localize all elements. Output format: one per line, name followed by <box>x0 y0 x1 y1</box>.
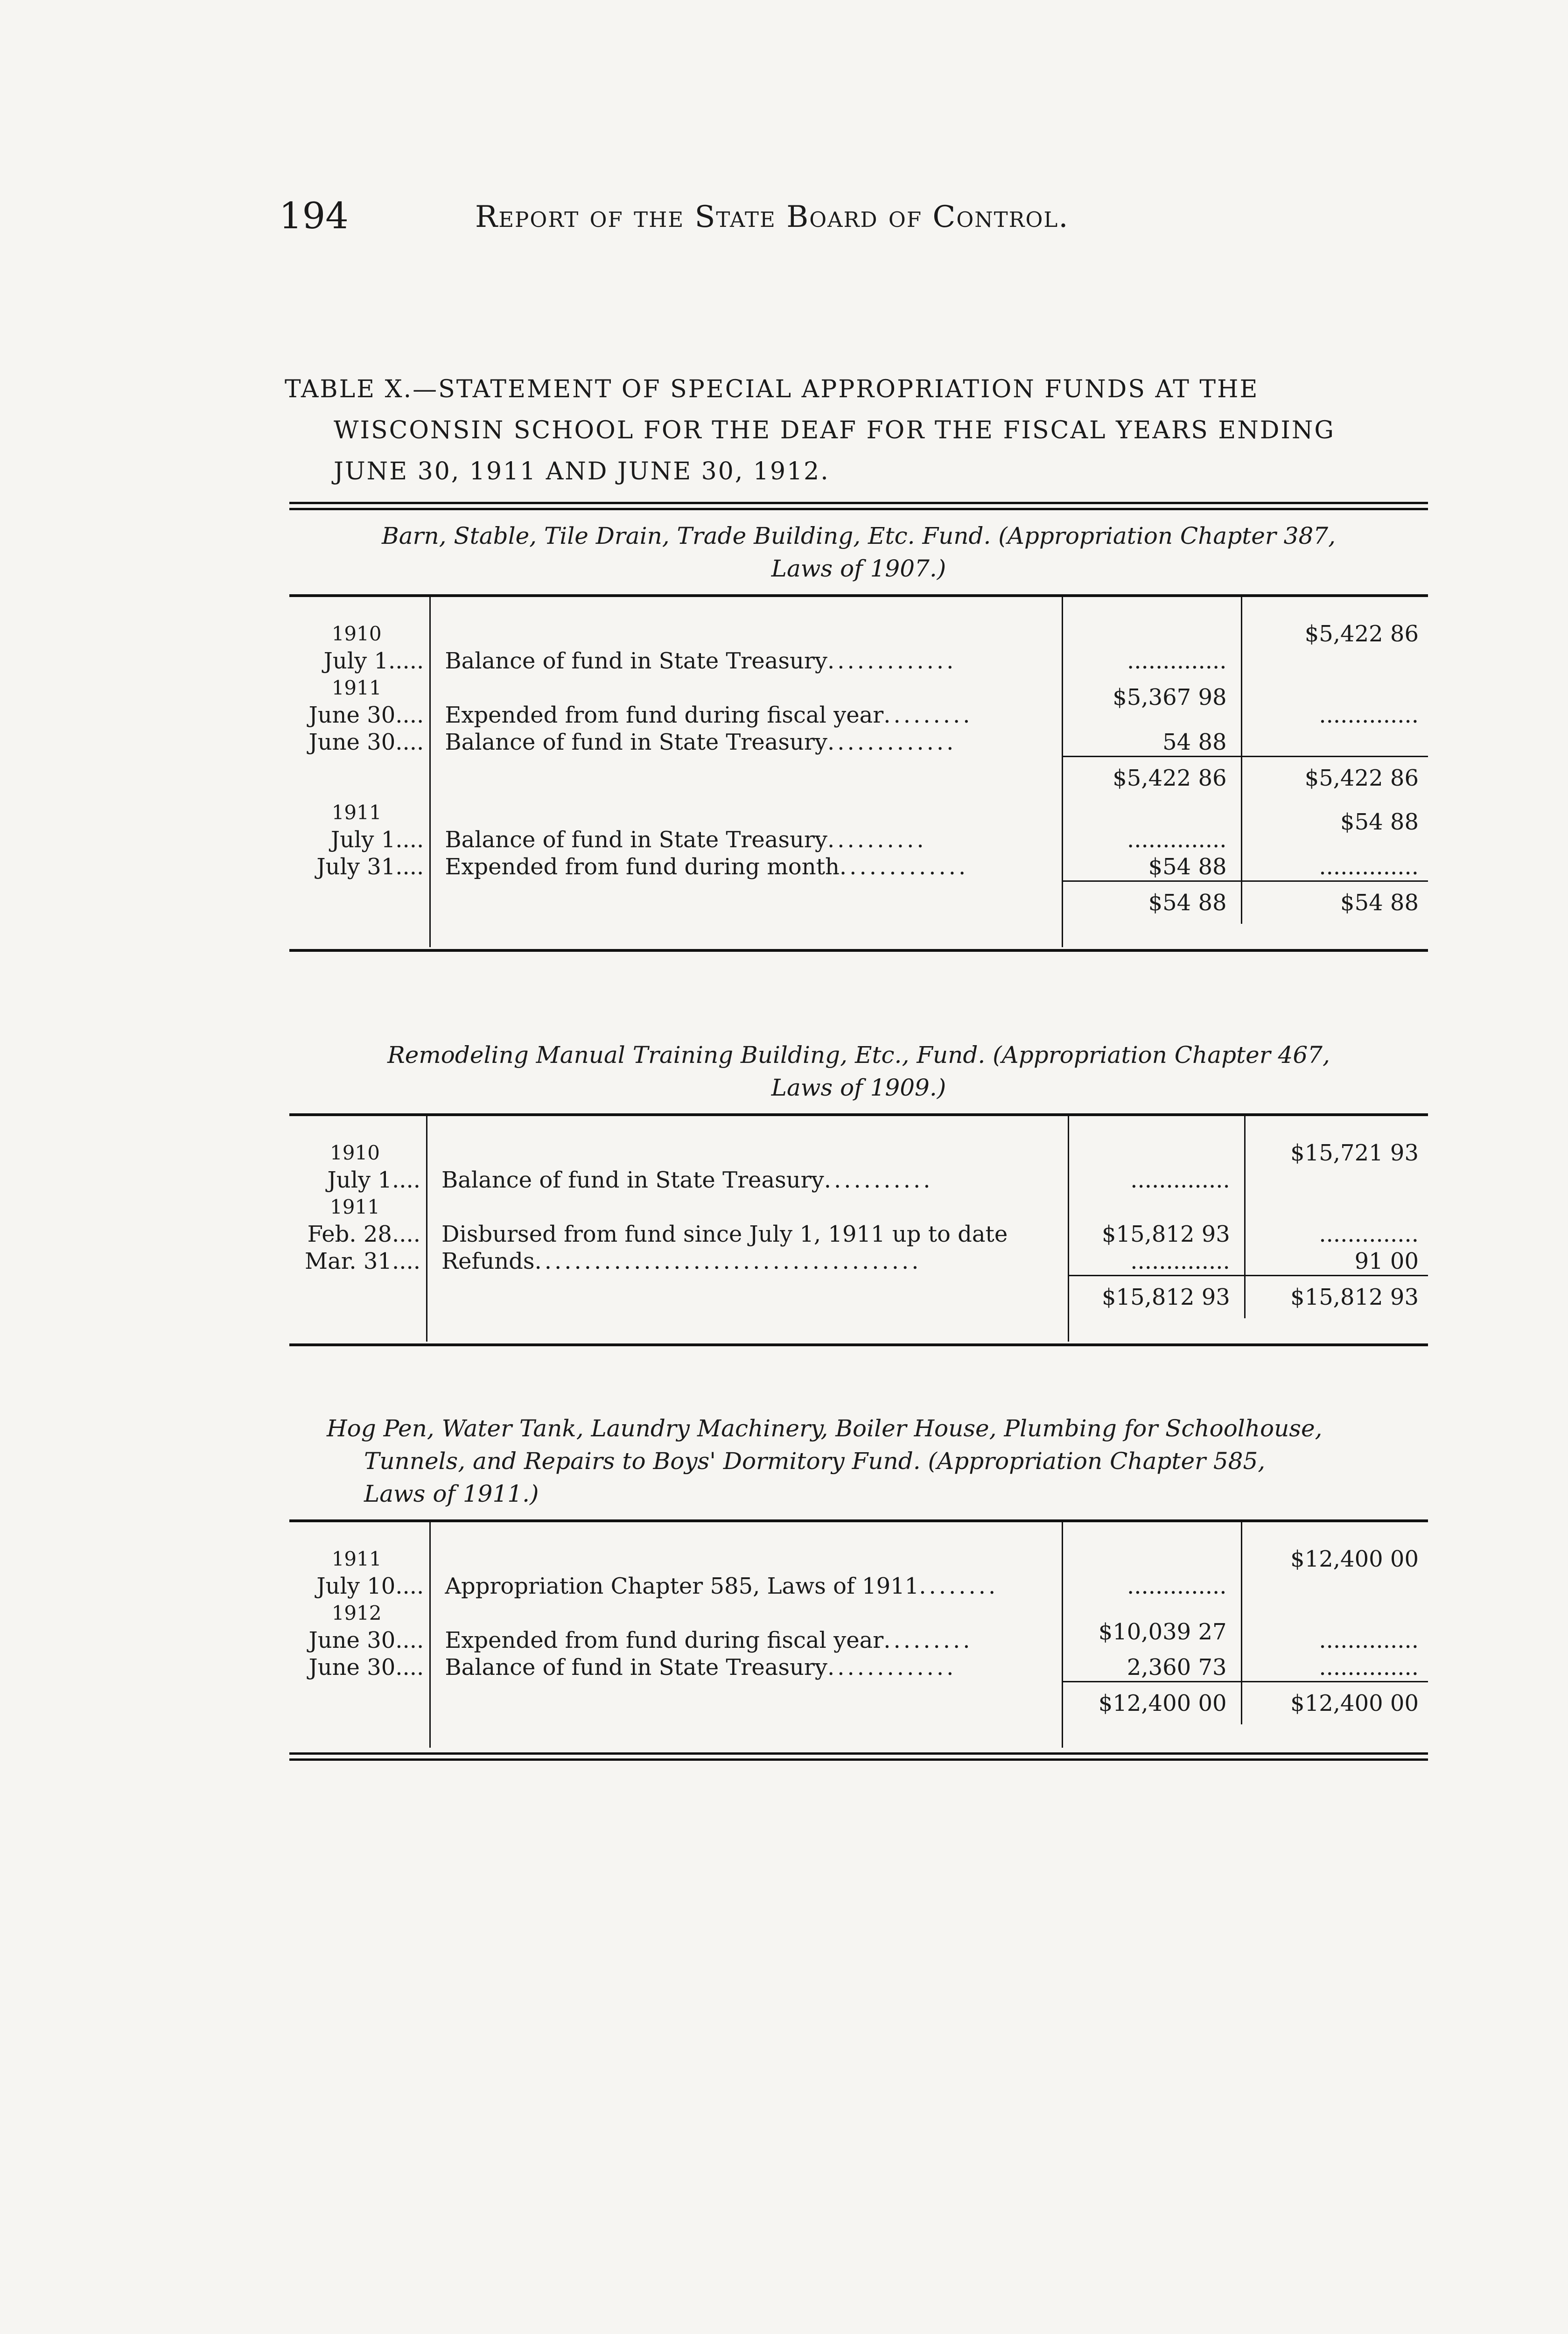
table-row: July 31.... Expended from fund during month............. $54 88 .............. <box>289 853 1428 881</box>
table-row: 1911 July 10.... Appropriation Chapter 585, Laws of 1911........ .............. $12,400 00 <box>289 1546 1428 1600</box>
amount-2: 91 00 <box>1354 1248 1419 1274</box>
amount-2: .............. <box>1319 702 1419 728</box>
amount-2: $12,400 00 <box>1290 1546 1419 1572</box>
date: July 1..... <box>323 648 424 674</box>
total-1: $5,422 86 <box>1113 765 1227 791</box>
fund-heading-line-3: Laws of 1911.) <box>364 1480 539 1507</box>
amount-1: .............. <box>1130 1248 1230 1274</box>
ledger-table <box>289 1116 1428 1342</box>
date: June 30.... <box>308 702 424 728</box>
table-caption <box>285 369 1414 492</box>
table-row: June 30.... Balance of fund in State Treasury............. 2,360 73 .............. <box>289 1654 1428 1682</box>
fund-hog-pen-water-tank <box>289 1403 1428 1761</box>
table-row: 1911 July 1.... Balance of fund in State Treasury.......... .............. $54 88 <box>289 799 1428 853</box>
date: July 1.... <box>330 827 424 853</box>
year: 1910 <box>330 1141 380 1164</box>
fund-heading <box>289 510 1428 594</box>
date: July 10.... <box>316 1573 424 1599</box>
table-row: 1910 July 1.... Balance of fund in State Treasury........... .............. $15,721 93 <box>289 1139 1428 1194</box>
description: Appropriation Chapter 585, Laws of 1911 <box>445 1573 919 1599</box>
ledger-table <box>289 597 1428 947</box>
total-row <box>289 1276 1428 1319</box>
total-2: $5,422 86 <box>1304 765 1419 791</box>
total-2: $15,812 93 <box>1290 1284 1419 1310</box>
amount-2: .............. <box>1319 854 1419 880</box>
description: Refunds <box>441 1248 535 1274</box>
table-row: 1911 June 30.... Expended from fund during fiscal year......... $5,367 98 .............. <box>289 675 1428 729</box>
amount-1: .............. <box>1127 827 1227 853</box>
fund-heading-line-1: Barn, Stable, Tile Drain, Trade Building, Etc. Fund. (Appropriation Chapter 387, <box>381 522 1336 549</box>
date: June 30.... <box>308 1654 424 1680</box>
description: Balance of fund in State Treasury <box>445 729 827 755</box>
caption-line-1: TABLE X.—STATEMENT OF SPECIAL APPROPRIATION FUNDS AT THE <box>285 375 1259 403</box>
year: 1911 <box>330 1195 380 1218</box>
table-row: 1912 June 30.... Expended from fund during fiscal year......... $10,039 27 .............. <box>289 1600 1428 1654</box>
total-row <box>289 1682 1428 1725</box>
amount-1: .............. <box>1127 1573 1227 1599</box>
amount-1: $5,367 98 <box>1113 684 1227 710</box>
fund-barn-stable <box>289 502 1428 952</box>
description: Balance of fund in State Treasury <box>445 1654 827 1680</box>
caption-line-3: JUNE 30, 1911 AND JUNE 30, 1912. <box>334 457 830 485</box>
amount-2: $5,422 86 <box>1304 621 1419 647</box>
amount-2: .............. <box>1319 1627 1419 1653</box>
date: July 31.... <box>316 854 424 880</box>
fund-heading-line-2: Tunnels, and Repairs to Boys' Dormitory Fund. (Appropriation Chapter 585, <box>364 1448 1266 1475</box>
amount-1: $54 88 <box>1148 854 1227 880</box>
year: 1911 <box>331 1547 382 1570</box>
table-row: Mar. 31.... Refunds....................................... .............. 91 00 <box>289 1248 1428 1276</box>
fund-heading <box>289 1403 1428 1519</box>
total-1: $15,812 93 <box>1101 1284 1230 1310</box>
table-row <box>289 1194 1428 1248</box>
amount-1: .............. <box>1130 1167 1230 1193</box>
date: June 30.... <box>308 1627 424 1653</box>
total-1: $54 88 <box>1148 890 1227 916</box>
amount-2: $15,721 93 <box>1290 1140 1419 1166</box>
description: Balance of fund in State Treasury <box>441 1167 824 1193</box>
date: June 30.... <box>308 729 424 755</box>
amount-2: .............. <box>1319 1221 1419 1247</box>
double-rule <box>289 502 1428 510</box>
amount-2: $54 88 <box>1340 809 1419 835</box>
total-2: $54 88 <box>1340 890 1419 916</box>
fund-remodeling-manual-training <box>289 1029 1428 1346</box>
fund-heading-line-1: Hog Pen, Water Tank, Laundry Machinery, Boiler House, Plumbing for Schoolhouse, <box>327 1415 1323 1442</box>
total-2: $12,400 00 <box>1290 1690 1419 1716</box>
date: Mar. 31.... <box>304 1248 420 1274</box>
ledger-table <box>289 1522 1428 1748</box>
fund-heading-line-2: Laws of 1909.) <box>771 1074 946 1101</box>
amount-1: $15,812 93 <box>1101 1221 1230 1247</box>
amount-1: .............. <box>1127 648 1227 674</box>
rule <box>289 1343 1428 1346</box>
description: Disbursed from fund since July 1, 1911 up to date <box>441 1221 1008 1247</box>
running-title: Report of the State Board of Control. <box>475 200 1069 234</box>
total-row <box>289 881 1428 924</box>
description: Expended from fund during fiscal year <box>445 702 884 728</box>
date: July 1.... <box>327 1167 420 1193</box>
fund-heading <box>289 1029 1428 1113</box>
description: Expended from fund during month <box>445 854 840 880</box>
year: 1912 <box>331 1602 382 1624</box>
description: Balance of fund in State Treasury <box>445 827 827 853</box>
fund-heading-line-2: Laws of 1907.) <box>771 555 946 582</box>
table-row: June 30.... Balance of fund in State Treasury............. 54 88 <box>289 729 1428 757</box>
fund-heading-line-1: Remodeling Manual Training Building, Etc., Fund. (Appropriation Chapter 467, <box>387 1041 1330 1069</box>
page-number: 194 <box>279 195 349 237</box>
year: 1911 <box>331 801 382 824</box>
date: Feb. 28.... <box>307 1221 420 1247</box>
year: 1911 <box>331 676 382 699</box>
table-row: 1910 July 1..... Balance of fund in State Treasury............. .............. $5,422 86 <box>289 620 1428 675</box>
description: Balance of fund in State Treasury <box>445 648 827 674</box>
amount-2: .............. <box>1319 1654 1419 1680</box>
amount-1: $10,039 27 <box>1098 1619 1227 1645</box>
amount-1: 54 88 <box>1162 729 1227 755</box>
double-rule <box>289 1752 1428 1761</box>
amount-1: 2,360 73 <box>1127 1654 1227 1680</box>
total-1: $12,400 00 <box>1098 1690 1227 1716</box>
description: Expended from fund during fiscal year <box>445 1627 884 1653</box>
rule <box>289 949 1428 952</box>
caption-line-2: WISCONSIN SCHOOL FOR THE DEAF FOR THE FISCAL YEARS ENDING <box>334 416 1335 444</box>
page-header <box>279 195 1259 251</box>
total-row <box>289 757 1428 800</box>
year: 1910 <box>331 622 382 645</box>
